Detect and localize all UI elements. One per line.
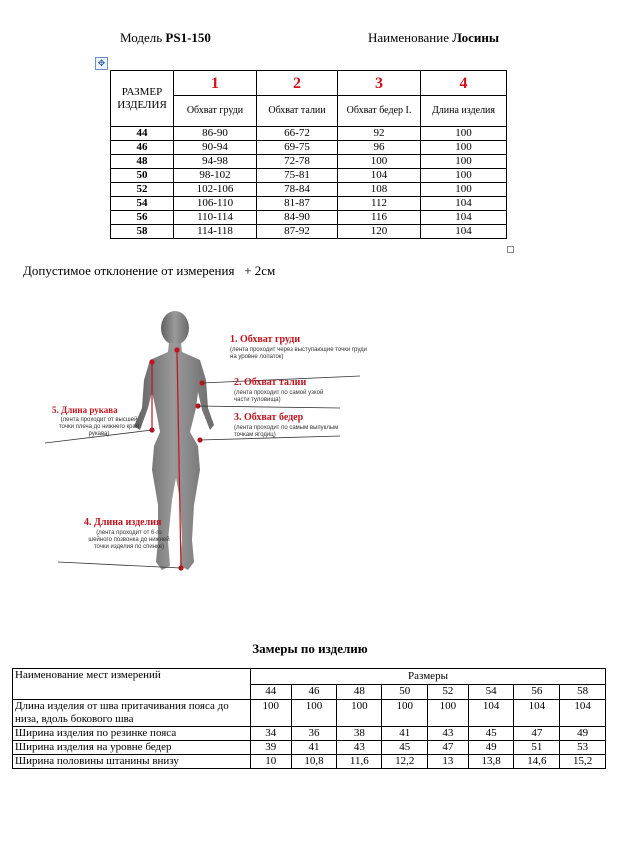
name-header [368,30,499,46]
name-value: Лосины [452,30,500,45]
measure-cell: 69-75 [257,141,338,155]
measures-value: 10 [251,755,292,769]
note-waist: (лента проходит по самой узкой части туловища) [234,390,324,403]
measures-value: 11,6 [337,755,382,769]
size-cell: 56 [111,211,174,225]
measure-cell: 104 [421,211,507,225]
tolerance-value: + 2см [244,263,276,278]
size-column-header: 54 [468,684,514,700]
size-cell: 54 [111,197,174,211]
measure-cell: 114-118 [174,225,257,239]
label-waist: 2. Обхват талии [234,377,307,388]
label-chest: 1. Обхват груди [230,334,301,345]
size-row [111,141,507,155]
measures-value: 104 [468,700,514,727]
size-column-header: 58 [560,684,606,700]
measure-cell: 104 [338,169,421,183]
col-number: 1 [174,71,257,96]
measure-cell: 100 [421,155,507,169]
measures-row-name: Ширина изделия по резинке пояса [13,727,251,741]
measures-value: 49 [468,741,514,755]
measures-sizes-header: Размеры [251,669,606,685]
measures-value: 39 [251,741,292,755]
measure-cell: 90-94 [174,141,257,155]
measure-cell: 98-102 [174,169,257,183]
size-cell: 52 [111,183,174,197]
col-name: Обхват груди [174,96,257,127]
measures-value: 45 [382,741,428,755]
size-column-header: 52 [428,684,469,700]
size-row [111,155,507,169]
measures-table [12,668,606,769]
measures-value: 38 [337,727,382,741]
measures-value: 43 [337,741,382,755]
measures-row [13,741,606,755]
size-cell: 46 [111,141,174,155]
size-row [111,211,507,225]
measure-cell: 96 [338,141,421,155]
measure-cell: 106-110 [174,197,257,211]
measures-value: 100 [291,700,337,727]
measures-value: 100 [251,700,292,727]
col-name: Обхват бедер I. [338,96,421,127]
measure-cell: 108 [338,183,421,197]
size-row [111,127,507,141]
measurement-figure [40,300,370,600]
col-number: 3 [338,71,421,96]
size-header: РАЗМЕР ИЗДЕЛИЯ [111,71,174,127]
note-sleeve: (лента проходит от высшей точки плеча до нижнего края рукава) [58,417,140,437]
size-cell: 58 [111,225,174,239]
measure-cell: 100 [338,155,421,169]
measures-value: 10,8 [291,755,337,769]
measures-value: 34 [251,727,292,741]
size-row [111,169,507,183]
model-value: PS1-150 [165,30,211,45]
measures-value: 47 [428,741,469,755]
measures-value: 53 [560,741,606,755]
measures-title: Замеры по изделию [252,641,368,656]
col-name: Длина изделия [421,96,507,127]
measures-row [13,727,606,741]
measures-value: 100 [382,700,428,727]
size-row [111,197,507,211]
measures-value: 49 [560,727,606,741]
size-column-header: 50 [382,684,428,700]
measures-value: 45 [468,727,514,741]
measures-value: 51 [514,741,560,755]
size-cell: 44 [111,127,174,141]
col-number: 4 [421,71,507,96]
measure-cell: 102-106 [174,183,257,197]
measure-cell: 100 [421,141,507,155]
size-cell: 50 [111,169,174,183]
measure-cell: 94-98 [174,155,257,169]
note-length: (лента проходит от 6-го шейного позвонка до нижней точки изделия по спинке) [88,530,170,550]
size-column-header: 44 [251,684,292,700]
measure-cell: 116 [338,211,421,225]
measures-row [13,700,606,727]
note-hips: (лента проходит по самым выпуклым точкам ягодиц) [234,425,339,438]
measures-name-header: Наименование мест измерений [13,669,251,700]
measure-cell: 92 [338,127,421,141]
size-row [111,183,507,197]
table-move-handle-icon[interactable]: ✥ [95,57,108,70]
col-name: Обхват талии [257,96,338,127]
size-column-header: 46 [291,684,337,700]
measure-cell: 104 [421,197,507,211]
measure-cell: 87-92 [257,225,338,239]
measure-cell: 100 [421,127,507,141]
measures-value: 100 [337,700,382,727]
measures-value: 43 [428,727,469,741]
name-label: Наименование [368,30,449,45]
measures-row-name: Ширина половины штанины внизу [13,755,251,769]
col-number: 2 [257,71,338,96]
measures-value: 13 [428,755,469,769]
measure-cell: 100 [421,183,507,197]
measure-cell: 84-90 [257,211,338,225]
model-header [120,30,211,46]
measures-value: 13,8 [468,755,514,769]
measures-value: 12,2 [382,755,428,769]
size-column-header: 48 [337,684,382,700]
measure-cell: 112 [338,197,421,211]
silhouette-illustration [40,300,370,600]
measure-cell: 75-81 [257,169,338,183]
measures-value: 41 [382,727,428,741]
size-row [111,225,507,239]
measures-value: 14,6 [514,755,560,769]
label-hips: 3. Обхват бедер [234,412,304,423]
measures-value: 15,2 [560,755,606,769]
measure-cell: 120 [338,225,421,239]
size-cell: 48 [111,155,174,169]
label-sleeve: 5. Длина рукава [52,405,118,415]
measures-value: 36 [291,727,337,741]
measures-value: 104 [560,700,606,727]
measure-cell: 86-90 [174,127,257,141]
measure-cell: 104 [421,225,507,239]
measure-cell: 66-72 [257,127,338,141]
measures-row-name: Длина изделия от шва притачивания пояса до низа, вдоль бокового шва [13,700,251,727]
measures-row-name: Ширина изделия на уровне бедер [13,741,251,755]
measure-cell: 72-78 [257,155,338,169]
measure-cell: 100 [421,169,507,183]
measures-value: 100 [428,700,469,727]
measure-cell: 78-84 [257,183,338,197]
measure-cell: 110-114 [174,211,257,225]
measures-value: 47 [514,727,560,741]
measures-row [13,755,606,769]
measure-cell: 81-87 [257,197,338,211]
label-length: 4. Длина изделия [84,517,162,528]
tolerance-text: Допустимое отклонение от измерения [23,263,235,278]
measures-value: 104 [514,700,560,727]
table-resize-handle[interactable] [507,246,514,253]
size-column-header: 56 [514,684,560,700]
measures-value: 41 [291,741,337,755]
tolerance-line [23,263,275,279]
size-table [110,70,507,239]
note-chest: (лента проходит через выступающие точки груди на уровне лопаток) [230,347,367,360]
model-label: Модель [120,30,163,45]
